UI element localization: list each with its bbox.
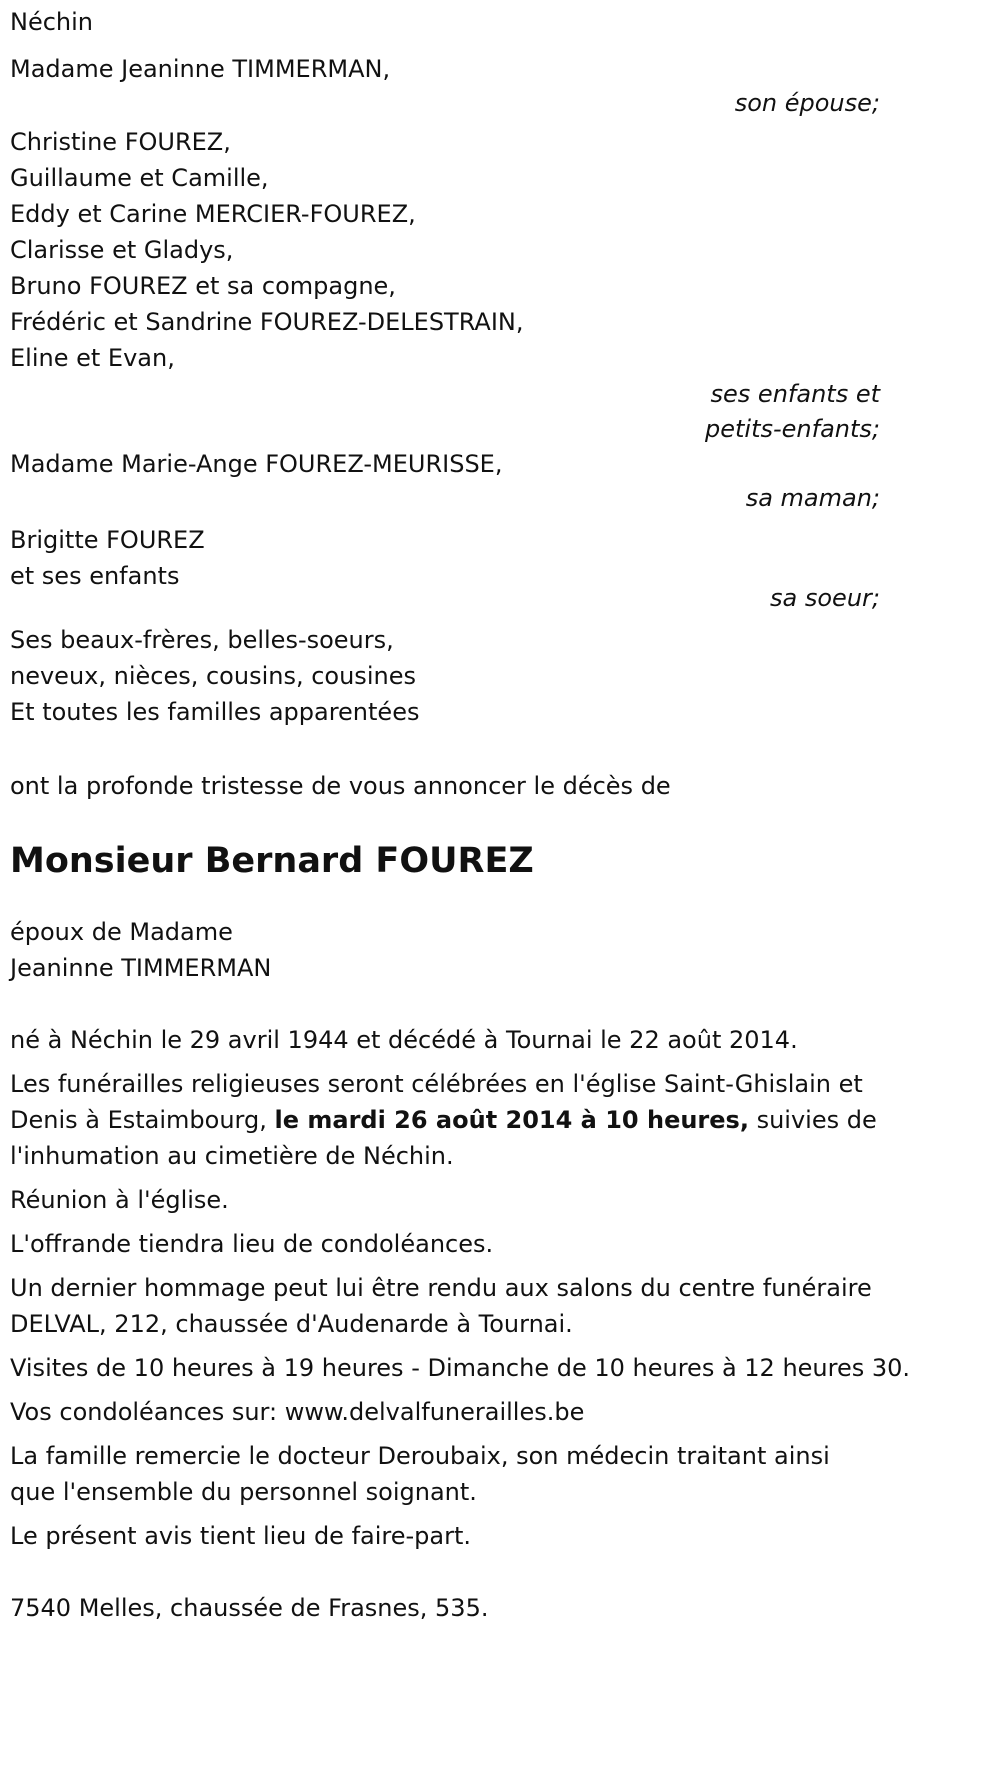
child-name: Eddy et Carine MERCIER-FOUREZ, xyxy=(10,200,416,228)
sister-children: et ses enfants xyxy=(10,562,180,590)
child-name: Bruno FOUREZ et sa compagne, xyxy=(10,272,396,300)
deceased-name: Monsieur Bernard FOUREZ xyxy=(10,841,534,881)
sister-relation: sa soeur; xyxy=(770,584,880,612)
note-meeting: Réunion à l'église. xyxy=(10,1186,229,1214)
spouse-relation: son épouse; xyxy=(734,89,880,117)
other-relatives xyxy=(10,622,880,730)
note-thanks: La famille remercie le docteur Deroubaix, son médecin traitant ainsi que l'ensemble du personnel soignant. xyxy=(10,1442,830,1506)
obituary-notice xyxy=(10,0,911,1628)
child-name: Frédéric et Sandrine FOUREZ-DELESTRAIN, xyxy=(10,308,524,336)
child-name: Christine FOUREZ, xyxy=(10,128,231,156)
child-name: Eline et Evan, xyxy=(10,344,175,372)
note-visits: Visites de 10 heures à 19 heures - Dimanche de 10 heures à 12 heures 30. xyxy=(10,1354,911,1382)
relatives-line: Ses beaux-frères, belles-soeurs, xyxy=(10,626,394,654)
deceased-spouse-line1: époux de Madame xyxy=(10,918,233,946)
child-name: Guillaume et Camille, xyxy=(10,164,269,192)
children-relation-line2: petits-enfants; xyxy=(705,415,880,443)
deceased-spouse-line2: Jeaninne TIMMERMAN xyxy=(10,954,272,982)
note-tribute: Un dernier hommage peut lui être rendu aux salons du centre funéraire DELVAL, 212, chaussée d'Audenarde à Tournai. xyxy=(10,1274,872,1338)
mother-relation: sa maman; xyxy=(745,484,880,512)
address-line: 7540 Melles, chaussée de Frasnes, 535. xyxy=(10,1594,489,1622)
funeral-paragraph xyxy=(10,1066,880,1174)
note-offering: L'offrande tiendra lieu de condoléances. xyxy=(10,1230,494,1258)
note-announcement: Le présent avis tient lieu de faire-part. xyxy=(10,1522,472,1550)
relatives-line: Et toutes les familles apparentées xyxy=(10,698,420,726)
sister-name: Brigitte FOUREZ xyxy=(10,526,205,554)
relatives-line: neveux, nièces, cousins, cousines xyxy=(10,662,416,690)
announcement-text: ont la profonde tristesse de vous annoncer le décès de xyxy=(10,772,671,800)
children-list xyxy=(10,124,880,376)
child-name: Clarisse et Gladys, xyxy=(10,236,234,264)
children-relation-line1: ses enfants et xyxy=(710,380,880,408)
funeral-date: le mardi 26 août 2014 à 10 heures, xyxy=(274,1106,749,1134)
mother-name: Madame Marie-Ange FOUREZ-MEURISSE, xyxy=(10,450,503,478)
spouse-name: Madame Jeaninne TIMMERMAN, xyxy=(10,55,391,83)
birth-death-line: né à Néchin le 29 avril 1944 et décédé à Tournai le 22 août 2014. xyxy=(10,1026,798,1054)
funeral-text-before: Les funérailles religieuses seront célébrées en l'église Saint-Ghislain et Denis à Estaimbourg, xyxy=(10,1070,863,1134)
place-heading: Néchin xyxy=(10,8,94,36)
funeral-text-after: suivies de l'inhumation au cimetière de Néchin. xyxy=(10,1106,877,1170)
note-condolences-website: Vos condoléances sur: www.delvalfunerailles.be xyxy=(10,1398,585,1426)
